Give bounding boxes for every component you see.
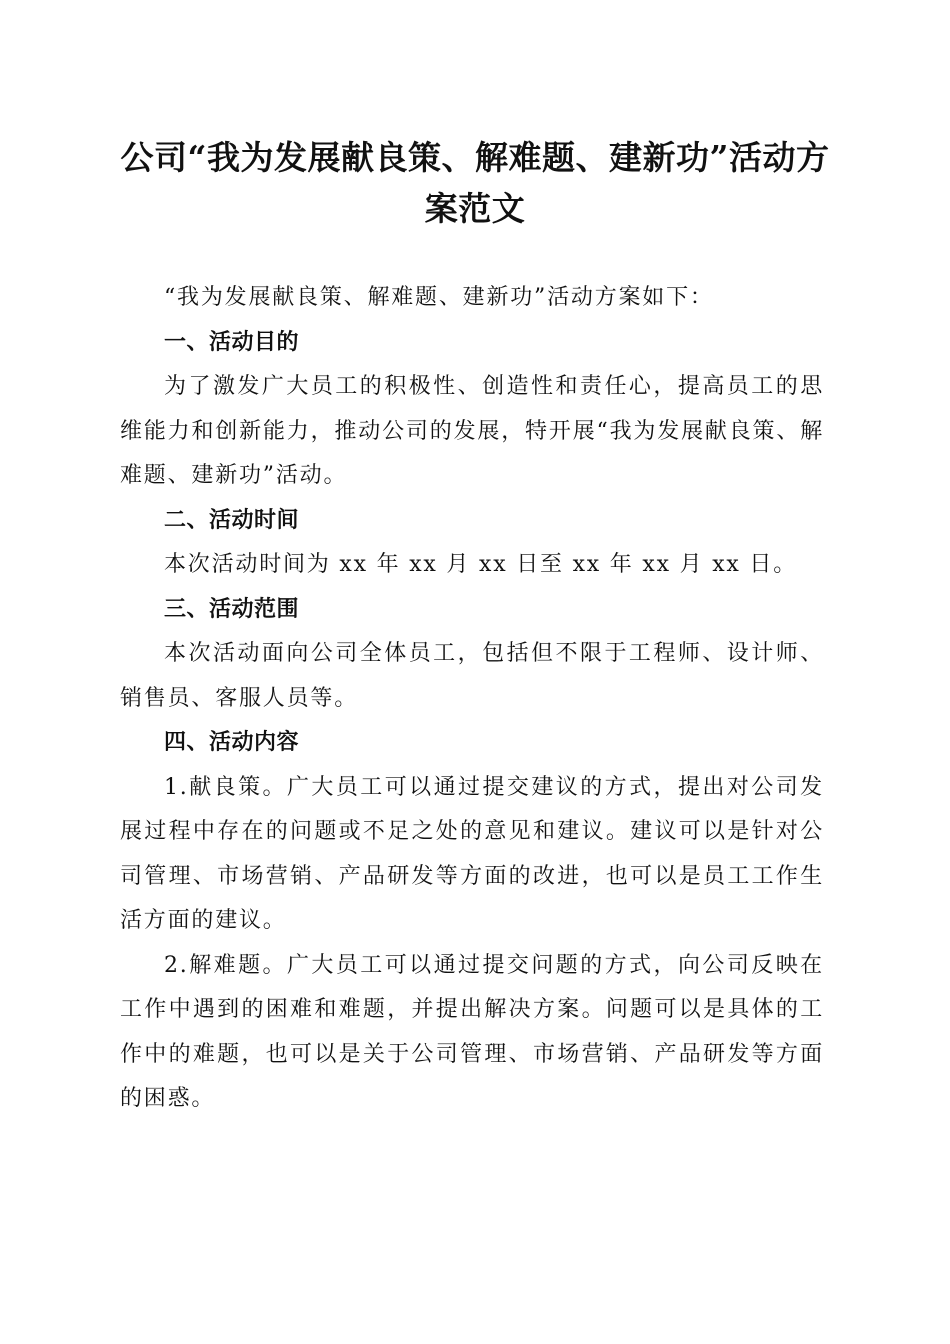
section-heading-purpose: 一、活动目的: [164, 329, 300, 355]
section-paragraph: 1.献良策。广大员工可以通过提交建议的方式，提出对公司发展过程中存在的问题或不足之处的意见和建议。建议可以是针对公司管理、市场营销、产品研发等方面的改进，也可以是员工工作生活方面的建议。: [120, 774, 824, 933]
section-heading-scope: 三、活动范围: [164, 596, 300, 622]
section-paragraph: 本次活动面向公司全体员工，包括但不限于工程师、设计师、销售员、客服人员等。: [120, 641, 824, 711]
intro-paragraph: “我为发展献良策、解难题、建新功”活动方案如下：: [164, 285, 714, 310]
document-body: [120, 276, 824, 1122]
section-heading-content: 四、活动内容: [164, 730, 300, 755]
section-paragraph: 2.解难题。广大员工可以通过提交问题的方式，向公司反映在工作中遇到的困难和难题，并提出解决方案。问题可以是具体的工作中的难题，也可以是关于公司管理、市场营销、产品研发等方面的困惑。: [120, 952, 824, 1111]
document-title: 公司“我为发展献良策、解难题、建新功”活动方案范文: [120, 138, 830, 228]
section-paragraph: 为了激发广大员工的积极性、创造性和责任心，提高员工的思维能力和创新能力，推动公司的发展，特开展“我为发展献良策、解难题、建新功”活动。: [120, 374, 824, 488]
section-heading-time: 二、活动时间: [164, 507, 300, 533]
section-paragraph: 本次活动时间为 xx 年 xx 月 xx 日至 xx 年 xx 月 xx 日。: [164, 552, 798, 577]
